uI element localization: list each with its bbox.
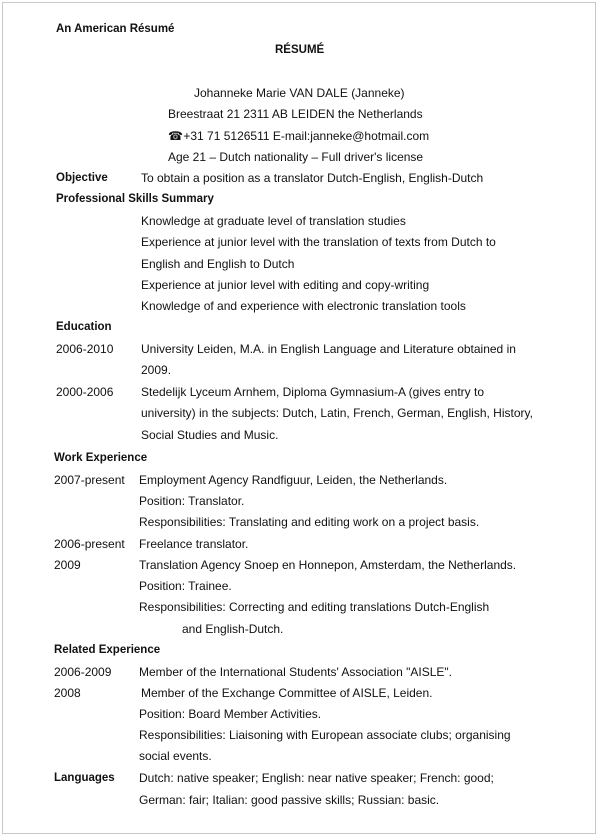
work-date: 2009 xyxy=(54,558,81,572)
education-date: 2000-2006 xyxy=(56,385,114,399)
document-title: An American Résumé xyxy=(56,23,175,35)
languages-line: German: fair; Italian: good passive skills; Russian: basic. xyxy=(139,793,440,807)
work-heading: Work Experience xyxy=(54,452,148,464)
languages-label: Languages xyxy=(54,772,115,784)
telephone-icon: ☎ xyxy=(168,129,183,143)
education-line: 2009. xyxy=(141,363,172,377)
contact-phone-email: ☎ +31 71 5126511 E-mail:janneke@hotmail.com xyxy=(168,129,430,143)
work-line: and English-Dutch. xyxy=(182,622,284,636)
skills-heading: Professional Skills Summary xyxy=(56,193,214,205)
skill-line: Experience at junior level with editing and copy-writing xyxy=(141,278,430,292)
work-line: Responsibilities: Correcting and editing translations Dutch-English xyxy=(139,600,490,614)
related-date: 2008 xyxy=(54,686,81,700)
work-line: Employment Agency Randfiguur, Leiden, the Netherlands. xyxy=(139,473,448,487)
work-line: Translation Agency Snoep en Honnepon, Amsterdam, the Netherlands. xyxy=(139,558,517,572)
skill-line: Experience at junior level with the translation of texts from Dutch to xyxy=(141,235,496,249)
related-line: Responsibilities: Liaisoning with European associate clubs; organising xyxy=(139,728,511,742)
skill-line: Knowledge of and experience with electronic translation tools xyxy=(141,299,466,313)
related-line: Member of the Exchange Committee of AISLE, Leiden. xyxy=(141,686,433,700)
work-line: Responsibilities: Translating and editing work on a project basis. xyxy=(139,515,480,529)
objective-label: Objective xyxy=(56,172,108,184)
work-line: Position: Translator. xyxy=(139,494,245,508)
related-line: Member of the International Students' Association "AISLE". xyxy=(139,665,452,679)
related-heading: Related Experience xyxy=(54,644,161,656)
education-line: Social Studies and Music. xyxy=(141,428,279,442)
contact-name: Johanneke Marie VAN DALE (Janneke) xyxy=(194,86,405,100)
contact-info: Age 21 – Dutch nationality – Full driver's license xyxy=(168,150,424,164)
contact-address: Breestraat 21 2311 AB LEIDEN the Netherlands xyxy=(168,107,423,121)
education-heading: Education xyxy=(56,321,112,333)
education-line: Stedelijk Lyceum Arnhem, Diploma Gymnasium-A (gives entry to xyxy=(141,385,485,399)
education-line: university) in the subjects: Dutch, Latin, French, German, English, History, xyxy=(141,406,533,420)
skill-line: English and English to Dutch xyxy=(141,257,295,271)
resume-heading: RÉSUMÉ xyxy=(275,44,325,56)
work-line: Freelance translator. xyxy=(139,537,249,551)
objective-text: To obtain a position as a translator Dutch-English, English-Dutch xyxy=(141,171,484,185)
work-date: 2007-present xyxy=(54,473,125,487)
education-line: University Leiden, M.A. in English Language and Literature obtained in xyxy=(141,342,516,356)
related-line: Position: Board Member Activities. xyxy=(139,707,322,721)
work-date: 2006-present xyxy=(54,537,125,551)
work-line: Position: Trainee. xyxy=(139,579,232,593)
education-date: 2006-2010 xyxy=(56,342,114,356)
related-line: social events. xyxy=(139,749,212,763)
skill-line: Knowledge at graduate level of translation studies xyxy=(141,214,406,228)
related-date: 2006-2009 xyxy=(54,665,112,679)
languages-line: Dutch: native speaker; English: near native speaker; French: good; xyxy=(139,771,494,785)
